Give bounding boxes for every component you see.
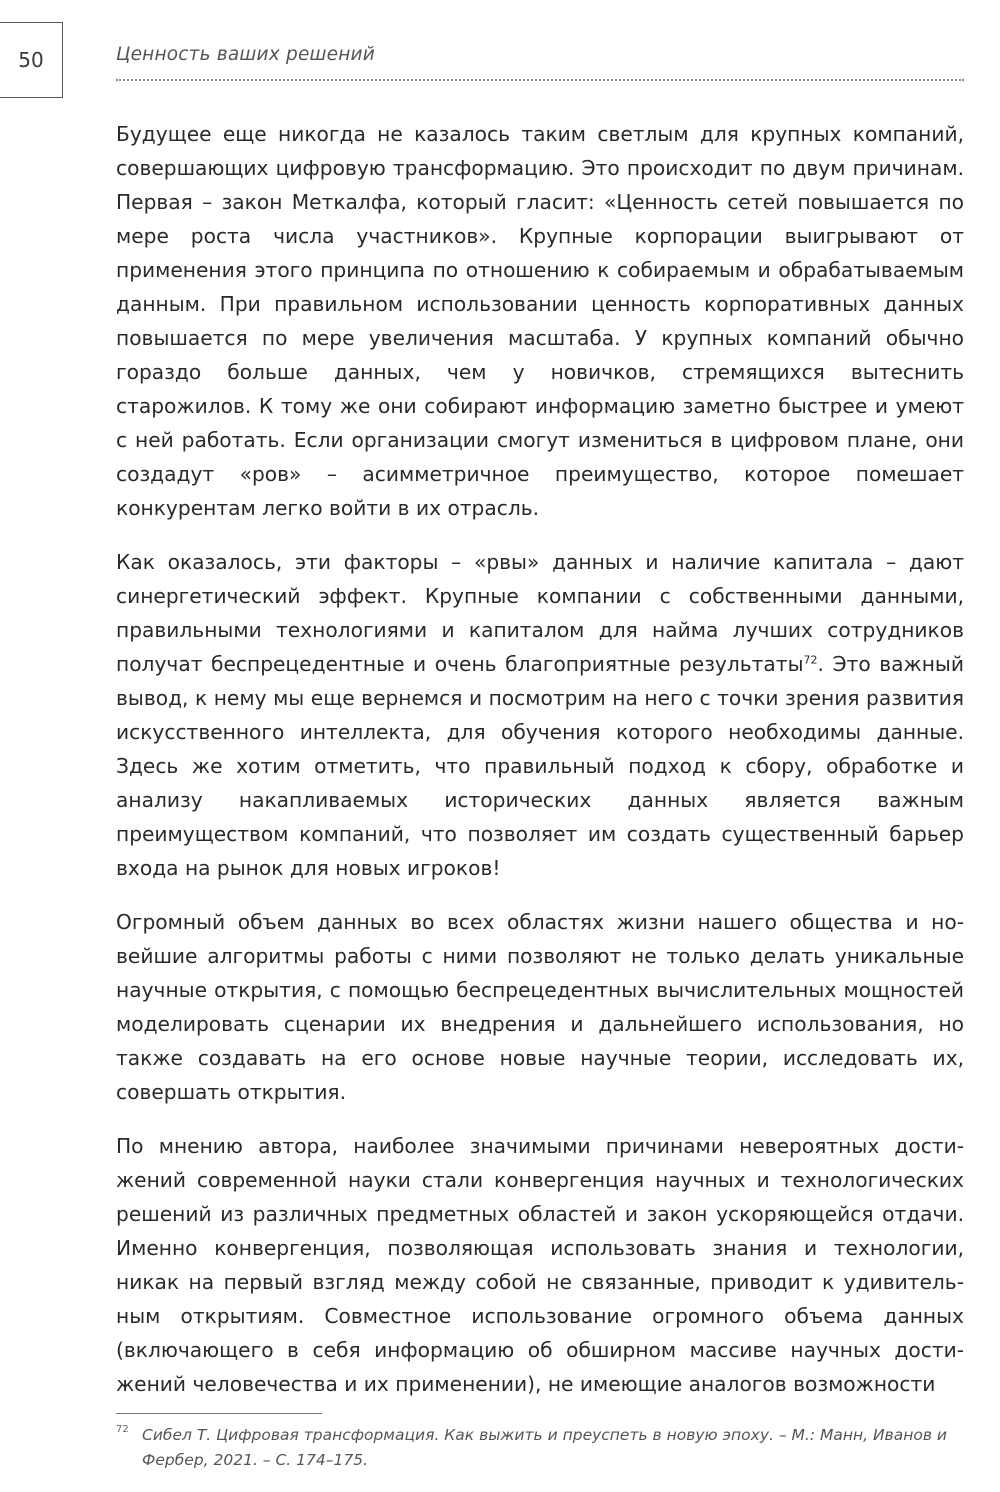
footnote-divider: [116, 1413, 322, 1414]
paragraph: По мнению автора, наиболее значимыми причинами невероятных достижений современной науки стали конвергенция научных и технологических решений из различных предметных областей и закон ускоряющейся отдачи. Именно конвергенция, позволяющая использовать знания и технологии, никак на первый взгляд между собой не связанные, приводит к удивительным открытиям. Совместное использование огромного объема данных (включающего в себя информацию об обширном массиве научных достижений человечества и их применении), не имеющие аналогов возможности: [116, 1134, 964, 1396]
paragraph-text: . Это важный вывод, к нему мы еще вернемся и посмотрим на него с точки зрения развития искусственного интеллекта, для обучения которого необходимы данные. Здесь же хотим отметить, что правильный подход к сбору, обработке и анализу накапливаемых исторических данных является важным преимуществом компаний, что позволяет им создать существенный барьер входа на рынок для новых игроков!: [116, 652, 964, 880]
running-title: Ценность ваших решений: [116, 44, 375, 65]
footnote-mark: 72: [116, 1424, 129, 1435]
header-divider: [116, 79, 964, 81]
footnote-text: Сибел Т. Цифровая трансформация. Как выжить и преуспеть в новую эпоху. – М.: Манн, Иванов и Фербер, 2021. – С. 174–175.: [142, 1426, 947, 1469]
footnote: [116, 1423, 964, 1473]
paragraph: Будущее еще никогда не казалось таким светлым для крупных компаний, совершающих цифровую трансформацию. Это происходит по двум причинам. Первая – закон Меткалфа, который гласит: «Ценность сетей повышается по мере роста числа участников». Крупные корпорации выигрывают от применения этого принципа по отношению к собираемым и обрабатываемым данным. При правильном использовании ценность корпоративных данных повышается по мере увеличения масштаба. У крупных компаний обычно гораздо больше данных, чем у новичков, стремящихся вытеснить старожилов. К тому же они собирают информацию заметно быстрее и умеют с ней работать. Если организации смогут измениться в цифровом плане, они создадут «ров» – асимметричное преимущество, которое помешает конкурентам легко войти в их отрасль.: [116, 122, 964, 520]
paragraph: [116, 545, 964, 885]
footnote-reference[interactable]: 72: [803, 653, 818, 667]
body-text: [116, 117, 964, 1421]
page-number: 50: [18, 48, 44, 72]
paragraph-text: Как оказалось, эти факторы – «рвы» данных и наличие капитала – дают синергетический эффект. Крупные компании с собственными данными, правильными технологиями и капиталом для найма лучших сотрудников получат беспрецедентные и очень благоприятные результаты: [116, 550, 964, 676]
paragraph: Огромный объем данных во всех областях жизни нашего общества и новейшие алгоритмы работы с ними позволяют не только делать уникальные научные открытия, с помощью беспрецедентных вычислительных мощностей моделировать сценарии их внедрения и дальнейшего использования, но также создавать на его основе новые научные теории, исследовать их, совершать открытия.: [116, 910, 964, 1104]
